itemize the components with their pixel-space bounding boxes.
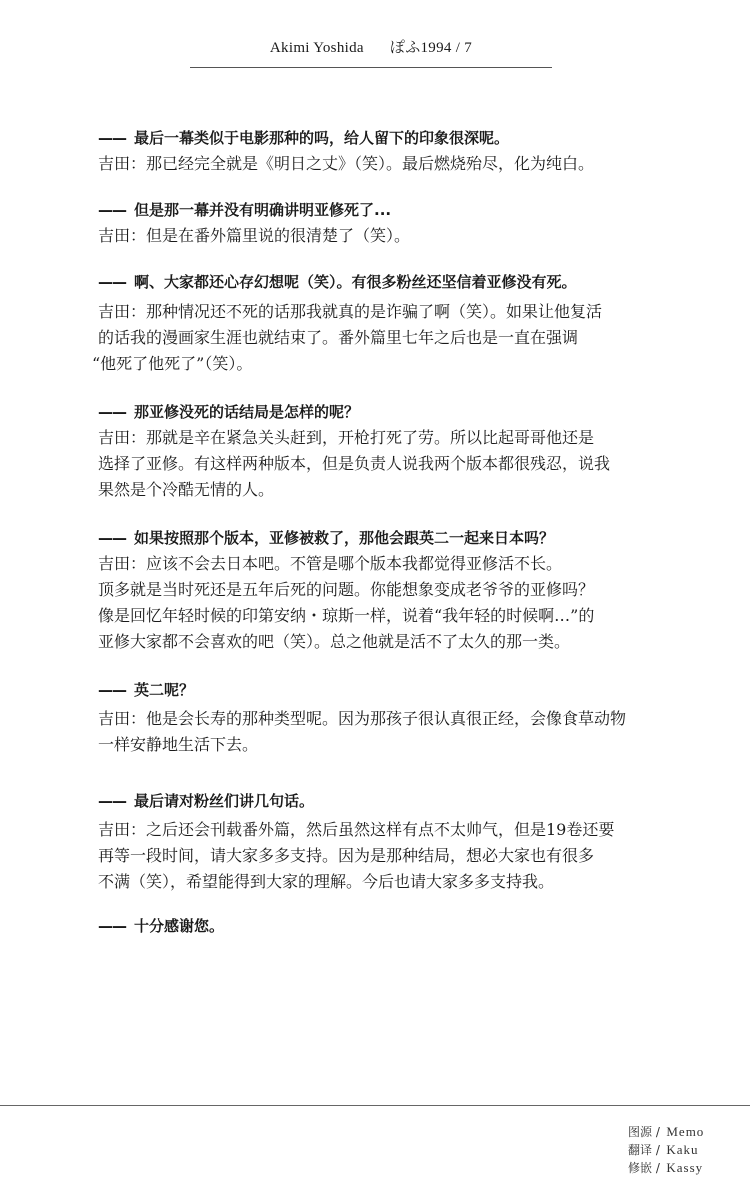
answer-line: 再等一段时间，请大家多多支持。因为是那种结局，想必大家也有很多 xyxy=(98,846,595,865)
question-dash: —— xyxy=(98,792,126,810)
header-divider xyxy=(190,67,552,68)
answer-line: 吉田：之后还会刊载番外篇，然后虽然这样有点不太帅气，但是19卷还要 xyxy=(98,820,615,839)
header-source: ぽふ1994 / 7 xyxy=(389,40,473,56)
header-author: Akimi Yoshida xyxy=(269,40,364,56)
answer xyxy=(98,551,698,655)
question xyxy=(98,525,698,551)
answer xyxy=(98,706,698,758)
answer-line: 的话我的漫画家生涯也就结束了。番外篇里七年之后也是一直在强调 xyxy=(98,328,579,347)
answer-line: 吉田：那种情况还不死的话那我就真的是诈骗了啊（笑）。如果让他复活 xyxy=(98,302,603,321)
answer-line: 不满（笑），希望能得到大家的理解。今后也请大家多多支持我。 xyxy=(98,872,555,891)
credit-row xyxy=(628,1159,704,1177)
answer xyxy=(98,817,698,895)
answer-line: 果然是个冷酷无情的人。 xyxy=(98,480,275,499)
question-text: 英二呢？ xyxy=(134,681,195,699)
answer-line: 顶多就是当时死还是五年后死的问题。你能想象变成老爷爷的亚修吗？ xyxy=(98,580,595,599)
qa-block-6 xyxy=(98,677,698,758)
question-dash: —— xyxy=(98,681,126,699)
question xyxy=(98,125,698,151)
question xyxy=(98,399,698,425)
question-dash: —— xyxy=(98,403,126,421)
credits xyxy=(628,1123,704,1177)
question-text: 啊、大家都还心存幻想呢（笑）。有很多粉丝还坚信着亚修没有死。 xyxy=(134,273,577,291)
credit-role: 翻译 / xyxy=(628,1143,660,1157)
credit-name: Kassy xyxy=(666,1160,704,1175)
credit-name: Memo xyxy=(666,1124,705,1139)
credit-role: 图源 / xyxy=(628,1125,660,1139)
answer xyxy=(98,223,698,249)
credit-row xyxy=(628,1141,704,1159)
question xyxy=(98,197,698,223)
qa-block-5 xyxy=(98,525,698,655)
qa-block-3 xyxy=(92,269,698,377)
question-text: 如果按照那个版本，亚修被救了，那他会跟英二一起来日本吗？ xyxy=(134,529,555,547)
question-dash: —— xyxy=(98,273,126,291)
question-text: 十分感谢您。 xyxy=(134,917,225,935)
answer-line: 吉田：应该不会去日本吧。不管是哪个版本我都觉得亚修活不长。 xyxy=(98,554,563,573)
question-text: 那亚修没死的话结局是怎样的呢？ xyxy=(134,403,360,421)
question-text: 最后请对粉丝们讲几句话。 xyxy=(134,792,315,810)
answer-line: “他死了他死了”（笑）。 xyxy=(92,354,253,373)
question-text: 但是那一幕并没有明确讲明亚修死了... xyxy=(134,201,392,219)
question-text: 最后一幕类似于电影那种的吗，给人留下的印象很深呢。 xyxy=(134,129,510,147)
credit-name: Kaku xyxy=(666,1142,699,1157)
interview-body xyxy=(92,125,698,939)
credit-role: 修嵌 / xyxy=(628,1161,660,1175)
qa-block-2 xyxy=(98,197,698,249)
answer-line: 吉田：那就是辛在紧急关头赶到，开枪打死了劳。所以比起哥哥他还是 xyxy=(98,428,595,447)
qa-block-1 xyxy=(98,125,698,177)
question-dash: —— xyxy=(98,917,126,935)
question xyxy=(98,788,698,814)
qa-block-7 xyxy=(98,788,698,895)
question xyxy=(98,913,698,939)
answer xyxy=(98,425,698,503)
answer-line: 像是回忆年轻时候的印第安纳・琼斯一样，说着“我年轻的时候啊…”的 xyxy=(98,606,595,625)
answer-line: 一样安静地生活下去。 xyxy=(98,735,259,754)
credit-row xyxy=(628,1123,704,1141)
footer-divider xyxy=(0,1105,750,1106)
question-dash: —— xyxy=(98,529,126,547)
answer-line: 吉田：但是在番外篇里说的很清楚了（笑）。 xyxy=(98,226,411,245)
answer-line: 吉田：那已经完全就是《明日之丈》（笑）。最后燃烧殆尽，化为纯白。 xyxy=(98,154,595,173)
answer-line: 亚修大家都不会喜欢的吧（笑）。总之他就是活不了太久的那一类。 xyxy=(98,632,571,651)
question-dash: —— xyxy=(98,129,126,147)
answer-line: 选择了亚修。有这样两种版本，但是负责人说我两个版本都很残忍，说我 xyxy=(98,454,611,473)
page-header xyxy=(190,36,552,57)
question-dash: —— xyxy=(98,201,126,219)
qa-block-8 xyxy=(98,913,698,939)
question xyxy=(98,677,698,703)
qa-block-4 xyxy=(98,399,698,503)
answer xyxy=(98,151,698,177)
question xyxy=(98,269,698,295)
answer-line: 吉田：他是会长寿的那种类型呢。因为那孩子很认真很正经，会像食草动物 xyxy=(98,709,627,728)
answer xyxy=(92,299,698,377)
